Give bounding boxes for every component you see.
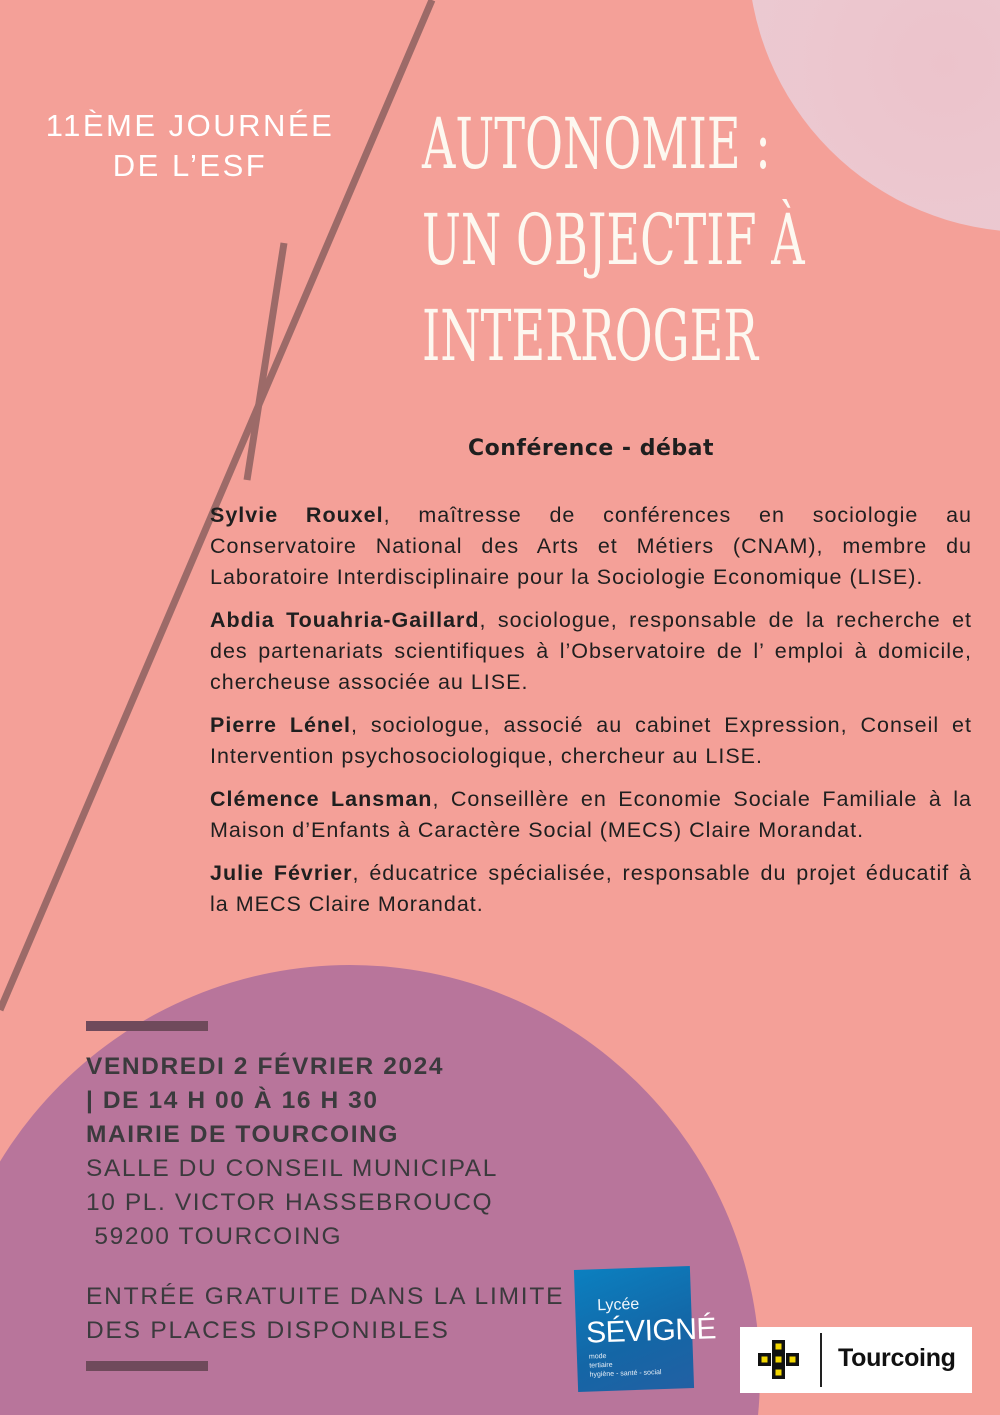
subtitle: Conférence - débat (467, 436, 715, 461)
speaker-description: , Conseillère en Economie Sociale Familiale à la Maison d’Enfants à Caractère Social (MECS) Claire Morandat. (210, 787, 972, 842)
divider-bar-bottom (86, 1361, 208, 1371)
title-line3: INTERROGER (422, 295, 759, 377)
speaker-name: Pierre Lénel (210, 713, 351, 737)
tourcoing-emblem-icon (758, 1340, 800, 1380)
speaker-entry (210, 500, 972, 593)
event-label (20, 106, 360, 186)
tourcoing-logo (740, 1327, 972, 1393)
logo-separator (820, 1333, 822, 1387)
speaker-name: Sylvie Rouxel (210, 503, 384, 527)
logo-lycee-text: Lycée (596, 1295, 640, 1315)
entry-line2: DES PLACES DISPONIBLES (86, 1317, 450, 1344)
tourcoing-wordmark: Tourcoing (838, 1344, 956, 1372)
entry-note (86, 1280, 564, 1348)
event-room: SALLE DU CONSEIL MUNICIPAL (86, 1155, 498, 1182)
event-date: VENDREDI 2 FÉVRIER 2024 (86, 1053, 445, 1080)
logo-sevigne-text: SÉVIGNÉ (585, 1312, 717, 1350)
speaker-entry (210, 784, 972, 846)
event-city: 59200 TOURCOING (86, 1223, 343, 1250)
lycee-sevigne-logo (574, 1266, 717, 1392)
logo-sub-mode: mode (588, 1352, 607, 1361)
speaker-entry (210, 858, 972, 920)
speaker-entry (210, 605, 972, 698)
logo-sub-tertiaire: tertiaire (589, 1361, 613, 1370)
event-label-line2: DE L’ESF (112, 148, 268, 183)
title-line2: UN OBJECTIF À (422, 199, 805, 281)
event-time: | DE 14 H 00 À 16 H 30 (86, 1087, 379, 1114)
event-label-line1: 11ÈME JOURNÉE (45, 108, 335, 143)
event-details (86, 1050, 498, 1254)
main-title (422, 96, 982, 384)
speaker-description: , éducatrice spécialisée, responsable du projet éducatif à la MECS Claire Morandat. (210, 861, 972, 916)
speaker-name: Julie Février (210, 861, 353, 885)
speaker-name: Clémence Lansman (210, 787, 433, 811)
event-street: 10 PL. VICTOR HASSEBROUCQ (86, 1189, 494, 1216)
event-venue: MAIRIE DE TOURCOING (86, 1121, 400, 1148)
speakers-list (210, 500, 972, 932)
speaker-description: , sociologue, associé au cabinet Expression, Conseil et Intervention psychosociologique, chercheur au LISE. (210, 713, 972, 768)
divider-bar-top (86, 1021, 208, 1031)
speaker-description: , sociologue, responsable de la recherche et des partenariats scientifiques à l’Observatoire de l’ emploi à domicile, chercheuse associée au LISE. (210, 608, 973, 694)
logo-sub-sectors: hygiène - santé - social (589, 1369, 662, 1379)
speaker-name: Abdia Touahria-Gaillard (210, 608, 480, 632)
speaker-description: , maîtresse de conférences en sociologie au Conservatoire National des Arts et Métiers (CNAM), membre du Laboratoire Interdisciplinaire pour la Sociologie Economique (LISE). (210, 503, 972, 589)
entry-line1: ENTRÉE GRATUITE DANS LA LIMITE (86, 1283, 565, 1310)
title-line1: AUTONOMIE : (422, 103, 771, 185)
speaker-entry (210, 710, 972, 772)
